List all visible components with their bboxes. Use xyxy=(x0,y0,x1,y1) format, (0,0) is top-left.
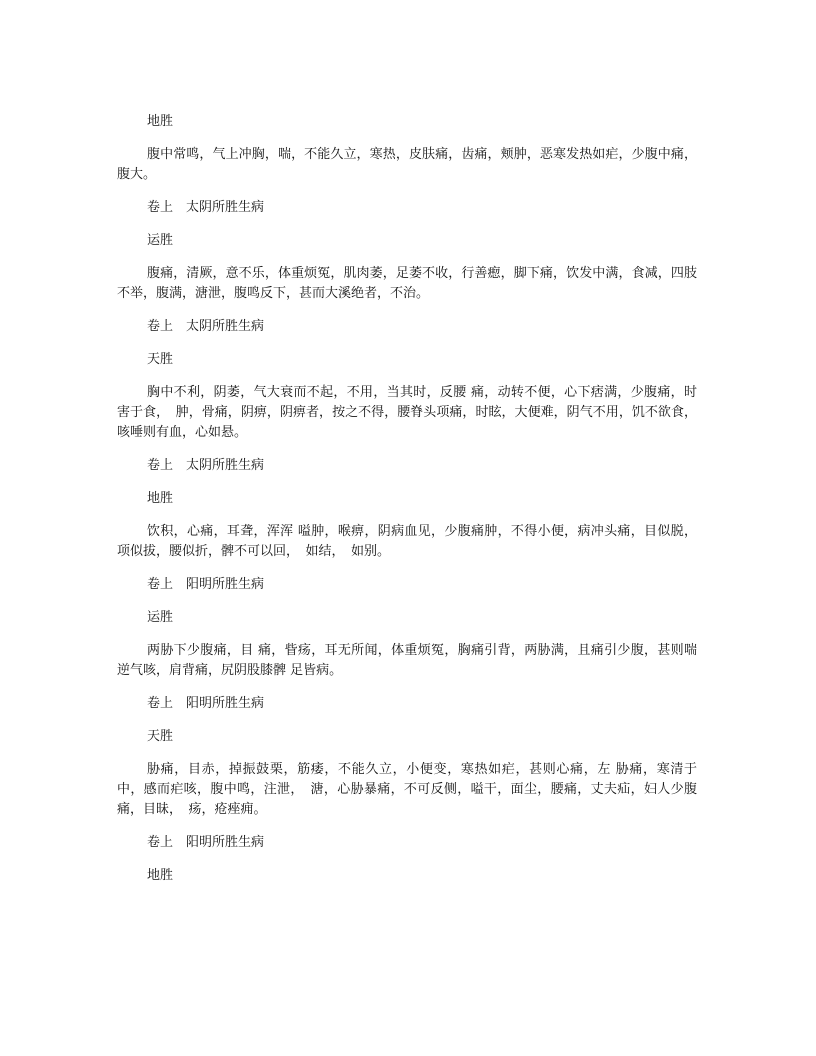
chapter-heading: 卷上 阳明所胜生病 xyxy=(147,696,265,711)
paragraph: 腹痛，清厥，意不乐，体重烦冤，肌肉萎，足萎不收，行善瘛，脚下痛，饮发中满，食减，四肢不举，腹满，溏泄，腹鸣反下，甚而大溪绝者，不治。 xyxy=(117,266,697,301)
section-heading: 天胜 xyxy=(147,729,174,744)
paragraph: 胁痛，目赤，掉振鼓栗，筋痿，不能久立，小便变，寒热如疟，甚则心痛，左 胁痛，寒清于中，感而疟咳，腹中鸣，注泄， 溏，心胁暴痛，不可反侧，嗌干，面尘，腰痛，丈夫疝，妇人少腹痛，目昧， 疡，疮痤痈。 xyxy=(117,762,697,817)
chapter-heading: 卷上 阳明所胜生病 xyxy=(147,577,265,592)
section-heading: 地胜 xyxy=(147,491,174,506)
paragraph: 两胁下少腹痛，目 痛，眥疡，耳无所闻，体重烦冤，胸痛引背，两胁满，且痛引少腹，甚则喘逆气咳，肩背痛，尻阴股膝髀 足皆病。 xyxy=(117,643,697,678)
document-page xyxy=(117,112,697,886)
section-heading: 地胜 xyxy=(147,868,174,883)
paragraph: 腹中常鸣，气上冲胸，喘，不能久立，寒热，皮肤痛，齿痛，颊肿，恶寒发热如疟，少腹中痛，腹大。 xyxy=(117,147,697,182)
section-heading: 运胜 xyxy=(147,610,174,625)
section-heading: 运胜 xyxy=(147,233,174,248)
chapter-heading: 卷上 太阴所胜生病 xyxy=(147,319,265,334)
chapter-heading: 卷上 阳明所胜生病 xyxy=(147,835,265,850)
section-heading: 天胜 xyxy=(147,352,174,367)
paragraph: 饮积，心痛，耳聋，浑浑 嗌肿，喉痹，阴病血见，少腹痛肿，不得小便，病冲头痛，目似脱，项似拔，腰似折，髀不可以回， 如结， 如别。 xyxy=(117,524,697,559)
paragraph: 胸中不利，阴萎，气大衰而不起，不用，当其时，反腰 痛，动转不便，心下痞满，少腹痛，时害于食， 肿，骨痛，阴痹，阴痹者，按之不得，腰脊头项痛，时眩，大便难，阴气不用，饥不欲食，咳唾则有血，心如悬。 xyxy=(117,385,697,440)
chapter-heading: 卷上 太阴所胜生病 xyxy=(147,200,265,215)
chapter-heading: 卷上 太阴所胜生病 xyxy=(147,458,265,473)
section-heading: 地胜 xyxy=(147,114,174,129)
